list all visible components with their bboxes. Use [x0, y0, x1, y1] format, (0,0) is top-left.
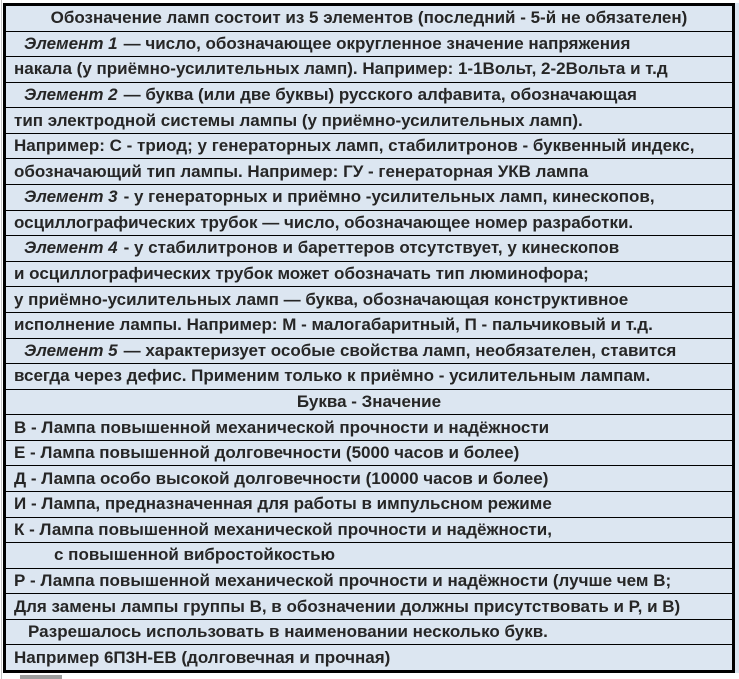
table-row: [6, 235, 732, 261]
lamp-designation-table: [3, 3, 735, 673]
row-text: - у генераторных и приёмно -усилительных ламп, кинескопов,: [123, 187, 655, 207]
table-row: [6, 133, 732, 159]
row-text: и осциллографических трубок может обозначать тип люминофора;: [14, 264, 589, 284]
table-row: [6, 465, 732, 491]
row-text: — характеризует особые свойства ламп, необязателен, ставится: [123, 340, 677, 360]
table-row: [6, 286, 732, 312]
table-row: [6, 568, 732, 594]
row-text: всегда через дефис. Применим только к приёмно - усилительным лампам.: [14, 366, 651, 386]
table-row: [6, 363, 732, 389]
row-text: — буква (или две буквы) русского алфавита, обозначающая: [123, 85, 637, 105]
table-row: [6, 517, 732, 543]
row-text: обозначающий тип лампы. Например: ГУ - генераторная УКВ лампа: [14, 161, 589, 181]
row-text: Р - Лампа повышенной механической прочности и надёжности (лучше чем В;: [14, 571, 672, 590]
table-row: [6, 312, 732, 338]
row-element-label: Элемент 4: [24, 238, 118, 258]
table-row: [6, 414, 732, 440]
table-row: [6, 184, 732, 210]
row-text: Буква - Значение: [296, 391, 442, 411]
table-row: [6, 82, 732, 108]
row-element-label: Элемент 5: [24, 340, 118, 360]
spreadsheet-gridline: [1, 0, 2, 679]
row-element-label: Элемент 2: [24, 85, 118, 105]
row-text: В - Лампа повышенной механической прочности и надёжности: [14, 417, 550, 437]
table-row: [6, 210, 732, 236]
row-text: Е - Лампа повышенной долговечности (5000 часов и более): [14, 443, 520, 463]
table-row: [6, 338, 732, 364]
table-row: [6, 542, 732, 568]
table-row: [6, 56, 732, 82]
row-element-label: Элемент 1: [24, 33, 118, 53]
table-row: [6, 619, 732, 645]
row-text: Например: С - триод; у генераторных ламп, стабилитронов - буквенный индекс,: [14, 136, 695, 156]
table-row: [6, 389, 732, 415]
row-text: накала (у приёмно-усилительных ламп). Например: 1-1Вольт, 2-2Вольта и т.д: [14, 59, 668, 79]
row-text: исполнение лампы. Например: М - малогабаритный, П - пальчиковый и т.д.: [14, 315, 653, 335]
row-text: Например 6П3Н-ЕВ (долговечная и прочная): [14, 647, 391, 667]
table-row: [6, 107, 732, 133]
row-text: - у стабилитронов и бареттеров отсутствует, у кинескопов: [123, 238, 620, 258]
table-row: [6, 261, 732, 287]
row-text: осциллографических трубок — число, обозначающее номер разработки.: [14, 212, 634, 232]
table-row: [6, 440, 732, 466]
right-margin-sliver: [735, 3, 739, 673]
row-text: Обозначение ламп состоит из 5 элементов (последний - 5-й не обязателен): [50, 8, 688, 28]
spreadsheet-cell-notch: [20, 675, 62, 679]
row-text: — число, обозначающее округленное значение напряжения: [123, 33, 631, 53]
row-text: Разрешалось использовать в наименовании несколько букв.: [28, 622, 548, 642]
row-text: И - Лампа, предназначенная для работы в импульсном режиме: [14, 494, 552, 514]
table-row: [6, 644, 732, 670]
table-row: [6, 491, 732, 517]
table-row: [6, 593, 732, 619]
row-text: Д - Лампа особо высокой долговечности (10000 часов и более): [14, 468, 549, 488]
row-text: тип электродной системы лампы (у приёмно-усилительных ламп).: [14, 110, 583, 130]
row-text: с повышенной вибростойкостью: [54, 545, 336, 565]
row-text: у приёмно-усилительных ламп — буква, обозначающая конструктивное: [14, 289, 629, 309]
row-text: Для замены лампы группы В, в обозначении должны присутствовать и Р, и В): [14, 596, 681, 616]
row-element-label: Элемент 3: [24, 187, 118, 207]
table-row: [6, 31, 732, 57]
table-row: [6, 6, 732, 31]
row-text: К - Лампа повышенной механической прочности и надёжности,: [14, 519, 552, 539]
table-row: [6, 158, 732, 184]
